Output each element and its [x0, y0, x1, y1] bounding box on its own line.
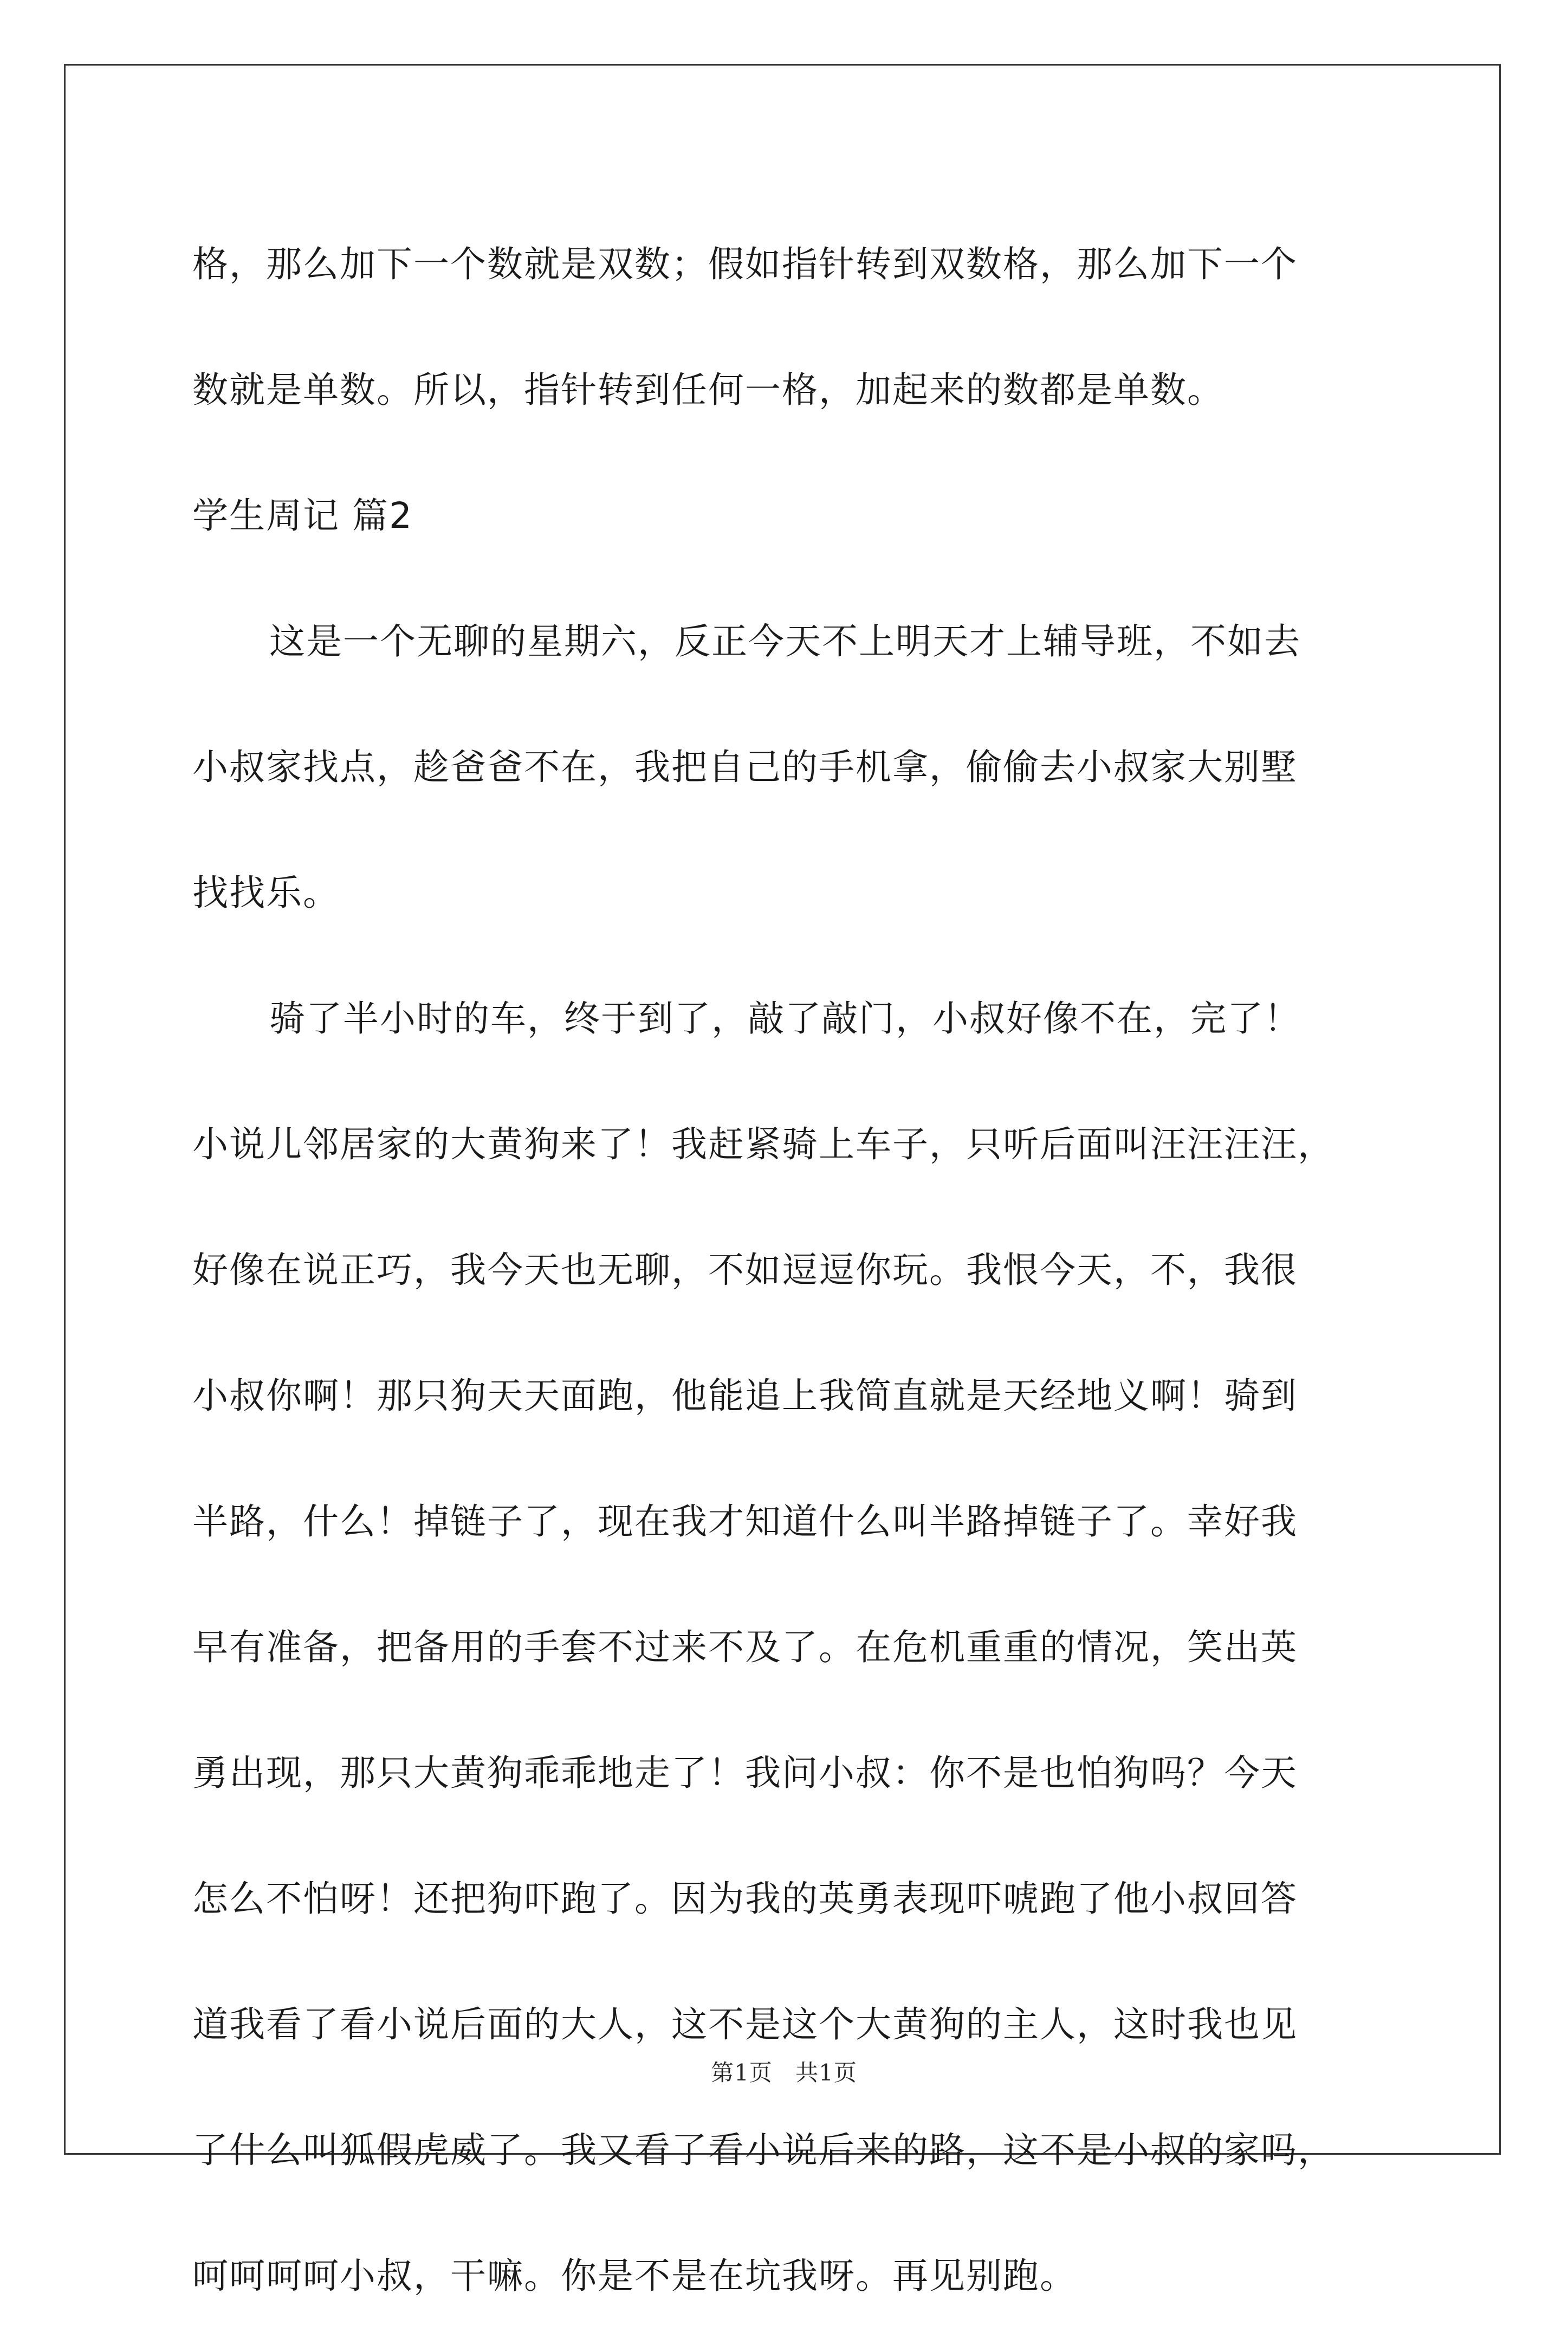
text-line: 了什么叫狐假虎威了。我又看了看小说后来的路，这不是小叔的家吗， [192, 2129, 1334, 2171]
page-number-current: 第1页 [711, 2059, 773, 2086]
page-footer [0, 2055, 1568, 2088]
text-line: 早有准备，把备用的手套不过来不及了。在危机重重的情况，笑出英 [192, 1626, 1298, 1668]
text-line: 好像在说正巧，我今天也无聊，不如逗逗你玩。我恨今天，不，我很 [192, 1249, 1298, 1291]
text-line: 道我看了看小说后面的大人，这不是这个大黄狗的主人，这时我也见 [192, 2004, 1298, 2045]
text-line: 怎么不怕呀！还把狗吓跑了。因为我的英勇表现吓唬跑了他小叔回答 [192, 1878, 1298, 1920]
text-line: 小说儿邻居家的大黄狗来了！我赶紧骑上车子，只听后面叫汪汪汪汪， [192, 1123, 1334, 1165]
page-number-total: 共1页 [795, 2059, 857, 2086]
section-heading: 学生周记 篇2 [192, 495, 413, 537]
text-line: 半路，什么！掉链子了，现在我才知道什么叫半路掉链子了。幸好我 [192, 1501, 1298, 1542]
text-line: 数就是单数。所以，指针转到任何一格，加起来的数都是单数。 [192, 369, 1224, 411]
text-line: 找找乐。 [192, 872, 340, 914]
text-line: 格，那么加下一个数就是双数；假如指针转到双数格，那么加下一个 [192, 243, 1298, 285]
text-line: 骑了半小时的车，终于到了，敲了敲门，小叔好像不在，完了！ [269, 998, 1301, 1039]
text-line: 呵呵呵呵小叔，干嘛。你是不是在坑我呀。再见别跑。 [192, 2255, 1077, 2297]
text-line: 这是一个无聊的星期六，反正今天不上明天才上辅导班，不如去 [269, 621, 1301, 662]
text-line: 勇出现，那只大黄狗乖乖地走了！我问小叔：你不是也怕狗吗？今天 [192, 1752, 1298, 1794]
document-body [192, 202, 1384, 2339]
text-line: 小叔你啊！那只狗天天面跑，他能追上我简直就是天经地义啊！骑到 [192, 1375, 1298, 1417]
text-line: 小叔家找点，趁爸爸不在，我把自己的手机拿，偷偷去小叔家大别墅 [192, 746, 1298, 788]
